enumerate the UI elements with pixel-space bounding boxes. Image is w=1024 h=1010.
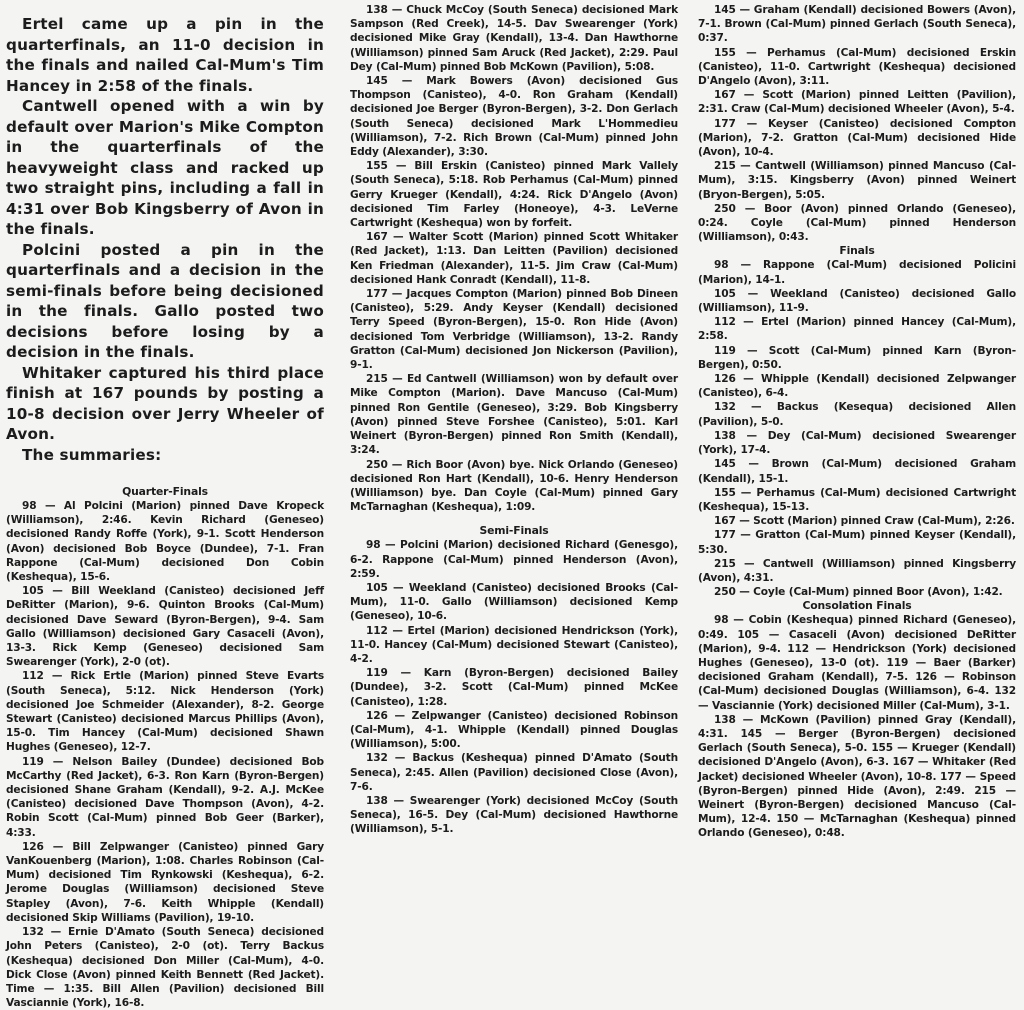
result-entry: 250 — Rich Boor (Avon) bye. Nick Orlando (Geneseo) decisioned Ron Hart (Kendall), 10-6. Henry Henderson (Williamson) bye. Dan Coyle (Cal-Mum) pinned Gary McTarnaghan (Keshequa), 1:09. [350,458,678,514]
result-entry: 138 — Dey (Cal-Mum) decisioned Swearenger (York), 17-4. [698,429,1016,457]
result-entry: 119 — Scott (Cal-Mum) pinned Karn (Byron-Bergen), 0:50. [698,344,1016,371]
result-entry: 215 — Ed Cantwell (Williamson) won by default over Mike Compton (Marion). Dave Mancuso (Cal-Mum) pinned Ron Gentile (Geneseo), 3:29. Bob Kingsberry (Avon) pinned Steve Forshee (Canisteo), 5:01. Karl Weinert (Byron-Bergen) pinned Ron Smith (Kendall), 3:24. [350,373,678,457]
result-entry: 138 — Swearenger (York) decisioned McCoy (South Seneca), 16-5. Dey (Cal-Mum) decisioned Hawthorne (Williamson), 5-1. [350,794,678,836]
result-entry: 155 — Perhamus (Cal-Mum) decisioned Erskin (Canisteo), 11-0. Cartwright (Keshequa) decisioned D'Angelo (Avon), 3:11. [698,46,1016,88]
column-2 [350,3,678,837]
section-heading-consolation-finals: Consolation Finals [802,599,912,613]
result-entry: 250 — Coyle (Cal-Mum) pinned Boor (Avon), 1:42. [714,586,1003,599]
result-entry: 126 — Whipple (Kendall) decisioned Zelpwanger (Canisteo), 6-4. [698,373,1016,400]
result-entry: 177 — Keyser (Canisteo) decisioned Compton (Marion), 7-2. Gratton (Cal-Mum) decisioned Hide (Avon), 10-4. [698,117,1016,159]
result-entry: 155 — Perhamus (Cal-Mum) decisioned Cartwright (Keshequa), 15-13. [698,486,1016,513]
result-entry: 167 — Scott (Marion) pinned Craw (Cal-Mum), 2:26. [714,515,1015,528]
result-entry: 215 — Cantwell (Williamson) pinned Kingsberry (Avon), 4:31. [698,557,1016,584]
result-entry: 145 — Graham (Kendall) decisioned Bowers (Avon), 7-1. Brown (Cal-Mum) pinned Gerlach (South Seneca), 0:37. [698,4,1016,45]
result-entry: 132 — Backus (Keshequa) pinned D'Amato (South Seneca), 2:45. Allen (Pavilion) decisioned Close (Avon), 7-6. [350,752,678,793]
result-entry: 119 — Karn (Byron-Bergen) decisioned Bailey (Dundee), 3-2. Scott (Cal-Mum) pinned McKee (Canisteo), 1:28. [350,667,678,708]
result-entry: 112 — Rick Ertle (Marion) pinned Steve Evarts (South Seneca), 5:12. Nick Henderson (York) decisioned Joe Schmeider (Alexander), 8-2. George Stewart (Canisteo) decisioned Marcus Phillips (Avon), 15-0. Tim Hancey (Cal-Mum) decisioned Shawn Hughes (Geneseo), 12-7. [6,670,324,754]
result-entry: 155 — Bill Erskin (Canisteo) pinned Mark Vallely (South Seneca), 5:18. Rob Perhamus (Cal-Mum) pinned Gerry Krueger (Kendall), 4:24. Rick D'Angelo (Avon) decisioned Tim Farley (Honeoye), 4-3. LeVerne Cartwright (Keshequa) won by forfeit. [350,160,678,230]
lead-paragraph: Polcini posted a pin in the quarterfinals and a decision in the semi-finals before being decisioned in the finals. Gallo posted two decisions before losing by a decision in the finals. [6,240,324,361]
section-heading-finals: Finals [839,244,875,258]
result-entry: 167 — Scott (Marion) pinned Leitten (Pavilion), 2:31. Craw (Cal-Mum) decisioned Wheeler (Avon), 5-4. [698,89,1016,116]
result-entry: 98 — Polcini (Marion) decisioned Richard (Genesgo), 6-2. Rappone (Cal-Mum) pinned Henderson (Avon), 2:59. [350,539,678,580]
section-heading-semi-finals: Semi-Finals [479,524,549,538]
result-entry: 177 — Gratton (Cal-Mum) pinned Keyser (Kendall), 5:30. [698,529,1016,556]
result-entry: 215 — Cantwell (Williamson) pinned Mancuso (Cal-Mum), 3:15. Kingsberry (Avon) pinned Weinert (Bryon-Bergen), 5:05. [698,160,1016,201]
result-entry: 145 — Mark Bowers (Avon) decisioned Gus Thompson (Canisteo), 4-0. Ron Graham (Kendall) decisioned Joe Berger (Byron-Bergen), 3-2. Don Gerlach (South Seneca) decisioned Mark L'Hommedieu (Williamson), 7-2. Rich Brown (Cal-Mum) pinned John Eddy (Alexander), 3:30. [350,75,678,159]
column-3 [698,3,1016,841]
result-entry: 126 — Bill Zelpwanger (Canisteo) pinned Gary VanKouenberg (Marion), 1:08. Charles Robinson (Cal-Mum) decisioned Tim Rynkowski (Keshequa), 6-2. Jerome Douglas (Williamson) decisioned Steve Stapley (Avon), 7-6. Keith Whipple (Kendall) decisioned Skip Williams (Pavilion), 19-10. [6,840,324,924]
result-entry: 119 — Nelson Bailey (Dundee) decisioned Bob McCarthy (Red Jacket), 6-3. Ron Karn (Byron-Bergen) decisioned Shane Graham (Kendall), 9-2. A.J. McKee (Canisteo) decisioned Dave Thompson (Avon), 4-2. Robin Scott (Cal-Mum) pinned Bob Geer (Barker), 4:33. [6,755,324,839]
result-entry: 177 — Jacques Compton (Marion) pinned Bob Dineen (Canisteo), 5:29. Andy Keyser (Kendall) decisioned Terry Speed (Byron-Bergen), 15-0. Ron Hide (Avon) decisioned Tom Verbridge (Williamson), 13-2. Randy Gratton (Cal-Mum) decisioned Jon Nickerson (Pavilion), 9-1. [350,288,678,372]
result-entry: 98 — Rappone (Cal-Mum) decisioned Policini (Marion), 14-1. [698,259,1016,286]
lead-paragraph: The summaries: [22,445,162,464]
result-entry: 132 — Ernie D'Amato (South Seneca) decisioned John Peters (Canisteo), 2-0 (ot). Terry Backus (Keshequa) decisioned Don Miller (Cal-Mum), 4-0. Dick Close (Avon) pinned Keith Bennett (Red Jacket). Time — 1:35. Bill Allen (Pavilion) decisioned Bill Vasciannie (York), 16-8. [6,926,324,1010]
result-entry: 105 — Weekland (Canisteo) decisioned Gallo (Williamson), 11-9. [698,287,1016,315]
lead-paragraph: Ertel came up a pin in the quarterfinals, an 11-0 decision in the finals and nailed Cal-Mum's Tim Hancey in 2:58 of the finals. [6,15,324,95]
section-heading-quarter-finals: Quarter-Finals [122,485,208,498]
lead-paragraph: Whitaker captured his third place finish at 167 pounds by posting a 10-8 decision over Jerry Wheeler of Avon. [6,363,324,443]
column-1 [6,0,324,1010]
result-entry: 145 — Brown (Cal-Mum) decisioned Graham (Kendall), 15-1. [698,458,1016,485]
result-entry: 132 — Backus (Kesequa) decisioned Allen (Pavilion), 5-0. [698,401,1016,428]
article-lead [6,14,324,465]
result-entry: 138 — Chuck McCoy (South Seneca) decisioned Mark Sampson (Red Creek), 14-5. Dav Swearenger (York) decisioned Mike Gray (Kendall), 13-4. Dan Hawthorne (Williamson) pinned Sam Aruck (Red Jacket), 2:29. Paul Dey (Cal-Mum) pinned Bob McKown (Pavilion), 5:08. [350,4,678,73]
result-entry: 250 — Boor (Avon) pinned Orlando (Geneseo), 0:24. Coyle (Cal-Mum) pinned Henderson (Williamson), 0:43. [698,202,1016,244]
result-entry: 112 — Ertel (Marion) decisioned Hendrickson (York), 11-0. Hancey (Cal-Mum) decisioned Stewart (Canisteo), 4-2. [350,624,678,665]
result-entry: 98 — Cobin (Keshequa) pinned Richard (Geneseo), 0:49. 105 — Casaceli (Avon) decisioned DeRitter (Marion), 9-4. 112 — Hendrickson (York) decisioned Hughes (Geneseo), 13-0 (ot). 119 — Baer (Barker) decisioned Graham (Kendall), 7-5. 126 — Robinson (Cal-Mum) decisioned Douglas (Williamson), 6-4. 132 — Vasciannie (York) decisioned Miller (Cal-Mum), 3-1. [698,614,1016,712]
result-entry: 126 — Zelpwanger (Canisteo) decisioned Robinson (Cal-Mum), 4-1. Whipple (Kendall) pinned Douglas (Williamson), 5:00. [350,709,678,751]
result-entry: 112 — Ertel (Marion) pinned Hancey (Cal-Mum), 2:58. [698,316,1016,343]
result-entry: 167 — Walter Scott (Marion) pinned Scott Whitaker (Red Jacket), 1:13. Dan Leitten (Pavilion) decisioned Ken Friedman (Alexander), 11-5. Jim Craw (Cal-Mum) decisioned Hank Conradt (Kendall), 11-8. [350,231,678,286]
result-entry: 105 — Weekland (Canisteo) decisioned Brooks (Cal-Mum), 11-0. Gallo (Williamson) decisioned Kemp (Geneseo), 10-6. [350,581,678,623]
lead-paragraph: Cantwell opened with a win by default over Marion's Mike Compton in the quarterfinals of the heavyweight class and racked up two straight pins, including a fall in 4:31 over Bob Kingsberry of Avon in the finals. [6,97,324,238]
result-entry: 98 — Al Polcini (Marion) pinned Dave Kropeck (Williamson), 2:46. Kevin Richard (Geneseo) decisioned Randy Roffe (York), 9-1. Scott Henderson (Avon) decisioned Bob Boyce (Dundee), 7-1. Fran Rappone (Cal-Mum) decisioned Don Cobin (Keshequa), 15-6. [6,500,324,584]
result-entry: 138 — McKown (Pavilion) pinned Gray (Kendall), 4:31. 145 — Berger (Byron-Bergen) decisioned Gerlach (South Seneca), 5-0. 155 — Krueger (Kendall) decisioned D'Angelo (Avon), 6-3. 167 — Whitaker (Red Jacket) decisioned Wheeler (Avon), 10-8. 177 — Speed (Byron-Bergen) pinned Hide (Avon), 2:49. 215 — Weinert (Byron-Bergen) decisioned Mancuso (Cal-Mum), 12-4. 150 — McTarnaghan (Keshequa) pinned Orlando (Geneseo), 0:48. [698,713,1016,840]
result-entry: 105 — Bill Weekland (Canisteo) decisioned Jeff DeRitter (Marion), 9-6. Quinton Brooks (Cal-Mum) decisioned Dave Seward (Byron-Bergen), 9-4. Sam Gallo (Williamson) decisioned Gary Casaceli (Avon), 13-3. Rick Kemp (Geneseo) decisioned Sam Swearenger (York), 2-0 (ot). [6,585,324,669]
